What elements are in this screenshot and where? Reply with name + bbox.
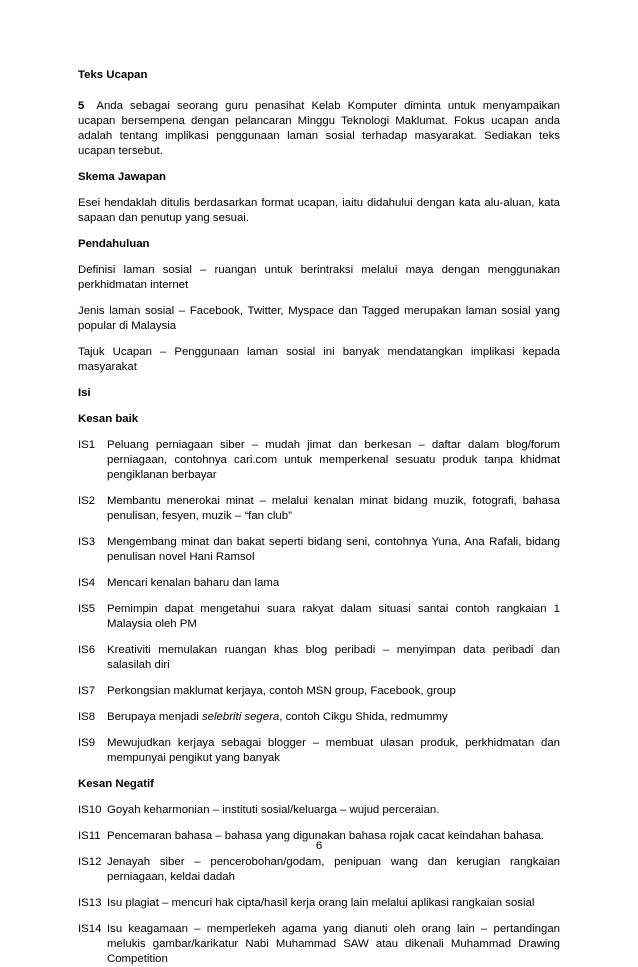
- item-label: IS6: [78, 644, 96, 656]
- item-text: Mewujudkan kerjaya sebagai blogger – membuat ulasan produk, perkhidmatan dan mempunyai pengikut yang banyak: [107, 737, 560, 764]
- item-text: Isu keagamaan – memperlekeh agama yang dianuti oleh orang lain – pertandingan melukis gambar/karikatur Nabi Muhammad SAW atau dikenali Muhammad Drawing Competition: [107, 923, 560, 965]
- item-label: IS7: [78, 685, 96, 697]
- list-item: [78, 438, 560, 483]
- list-item: [78, 710, 560, 725]
- heading-kesan-negatif: Kesan Negatif: [78, 778, 154, 790]
- pendahuluan-tajuk: Tajuk Ucapan – Penggunaan laman sosial ini banyak mendatangkan implikasi kepada masyarakat: [78, 346, 560, 373]
- pendahuluan-jenis: Jenis laman sosial – Facebook, Twitter, Myspace dan Tagged merupakan laman sosial yang popular di Malaysia: [78, 305, 560, 332]
- question-5: [78, 99, 560, 159]
- item-text: Kreativiti memulakan ruangan khas blog peribadi – menyimpan data peribadi dan salasilah diri: [107, 644, 560, 671]
- list-item: [78, 602, 560, 632]
- skema-text: Esei hendaklah ditulis berdasarkan format ucapan, iaitu didahului dengan kata alu-aluan, kata sapaan dan penutup yang sesuai.: [78, 197, 560, 224]
- item-label: IS14: [78, 923, 102, 935]
- item-label: IS8: [78, 711, 96, 723]
- item-label: IS3: [78, 536, 96, 548]
- item-label: IS9: [78, 737, 96, 749]
- document-page: [78, 68, 560, 967]
- item-text: Mengembang minat dan bakat seperti bidang seni, contohnya Yuna, Ana Rafali, bidang penulisan novel Hani Ramsol: [107, 536, 560, 563]
- item-label: IS2: [78, 495, 96, 507]
- item-text-italic: selebriti segera: [201, 711, 280, 723]
- item-text: Jenayah siber – pencerobohan/godam, penipuan wang dan kerugian rangkaian perniagaan, keldai dadah: [107, 856, 560, 883]
- item-text-before: Berupaya menjadi: [107, 711, 202, 723]
- item-label: IS4: [78, 577, 96, 589]
- item-label: IS12: [78, 856, 102, 868]
- heading-teks-ucapan: Teks Ucapan: [78, 69, 148, 81]
- list-item: [78, 643, 560, 673]
- item-text: [107, 710, 560, 725]
- item-text: Peluang perniagaan siber – mudah jimat dan berkesan – daftar dalam blog/forum perniagaan, contohnya cari.com untuk memperkenal sesuatu produk tanpa khidmat pengiklanan berbayar: [107, 439, 560, 481]
- list-item: [78, 896, 560, 911]
- list-item: [78, 855, 560, 885]
- page-number: 6: [315, 840, 323, 852]
- item-label: IS5: [78, 603, 96, 615]
- list-item: [78, 803, 560, 818]
- item-text: Perkongsian maklumat kerjaya, contoh MSN group, Facebook, group: [107, 685, 456, 697]
- question-text: Anda sebagai seorang guru penasihat Kelab Komputer diminta untuk menyampaikan ucapan bersempena dengan pelancaran Minggu Teknologi Maklumat. Fokus ucapan anda adalah tentang implikasi penggunaan laman sosial terhadap masyarakat. Sediakan teks ucapan tersebut.: [78, 100, 560, 157]
- list-item: [78, 494, 560, 524]
- heading-kesan-baik: Kesan baik: [78, 413, 139, 425]
- list-item: [78, 576, 560, 591]
- item-label: IS11: [78, 830, 101, 842]
- list-item: [78, 736, 560, 766]
- question-number: 5: [78, 100, 85, 112]
- item-label: IS10: [78, 804, 102, 816]
- pendahuluan-definisi: Definisi laman sosial – ruangan untuk berintraksi melalui maya dengan menggunakan perkhidmatan internet: [78, 264, 560, 291]
- item-text: Goyah keharmonian – instituti sosial/keluarga – wujud perceraian.: [107, 804, 440, 816]
- item-label: IS1: [78, 439, 96, 451]
- item-text: Pencemaran bahasa – bahasa yang digunakan bahasa rojak cacat keindahan bahasa.: [107, 830, 544, 842]
- item-text: Membantu menerokai minat – melalui kenalan minat bidang muzik, fotografi, bahasa penulisan, fesyen, muzik – “fan club”: [107, 495, 560, 522]
- list-item: [78, 535, 560, 565]
- list-item: [78, 922, 560, 967]
- heading-skema-jawapan: Skema Jawapan: [78, 171, 167, 183]
- heading-pendahuluan: Pendahuluan: [78, 238, 150, 250]
- item-text: Isu plagiat – mencuri hak cipta/hasil kerja orang lain melalui aplikasi rangkaian sosial: [107, 897, 535, 909]
- item-text: Mencari kenalan baharu dan lama: [107, 577, 280, 589]
- item-label: IS13: [78, 897, 102, 909]
- item-text: Pemimpin dapat mengetahui suara rakyat dalam situasi santai contoh rangkaian 1 Malaysia oleh PM: [107, 603, 560, 630]
- list-item: [78, 684, 560, 699]
- heading-isi: Isi: [78, 387, 91, 399]
- item-text-after: , contoh Cikgu Shida, redmummy: [279, 711, 448, 723]
